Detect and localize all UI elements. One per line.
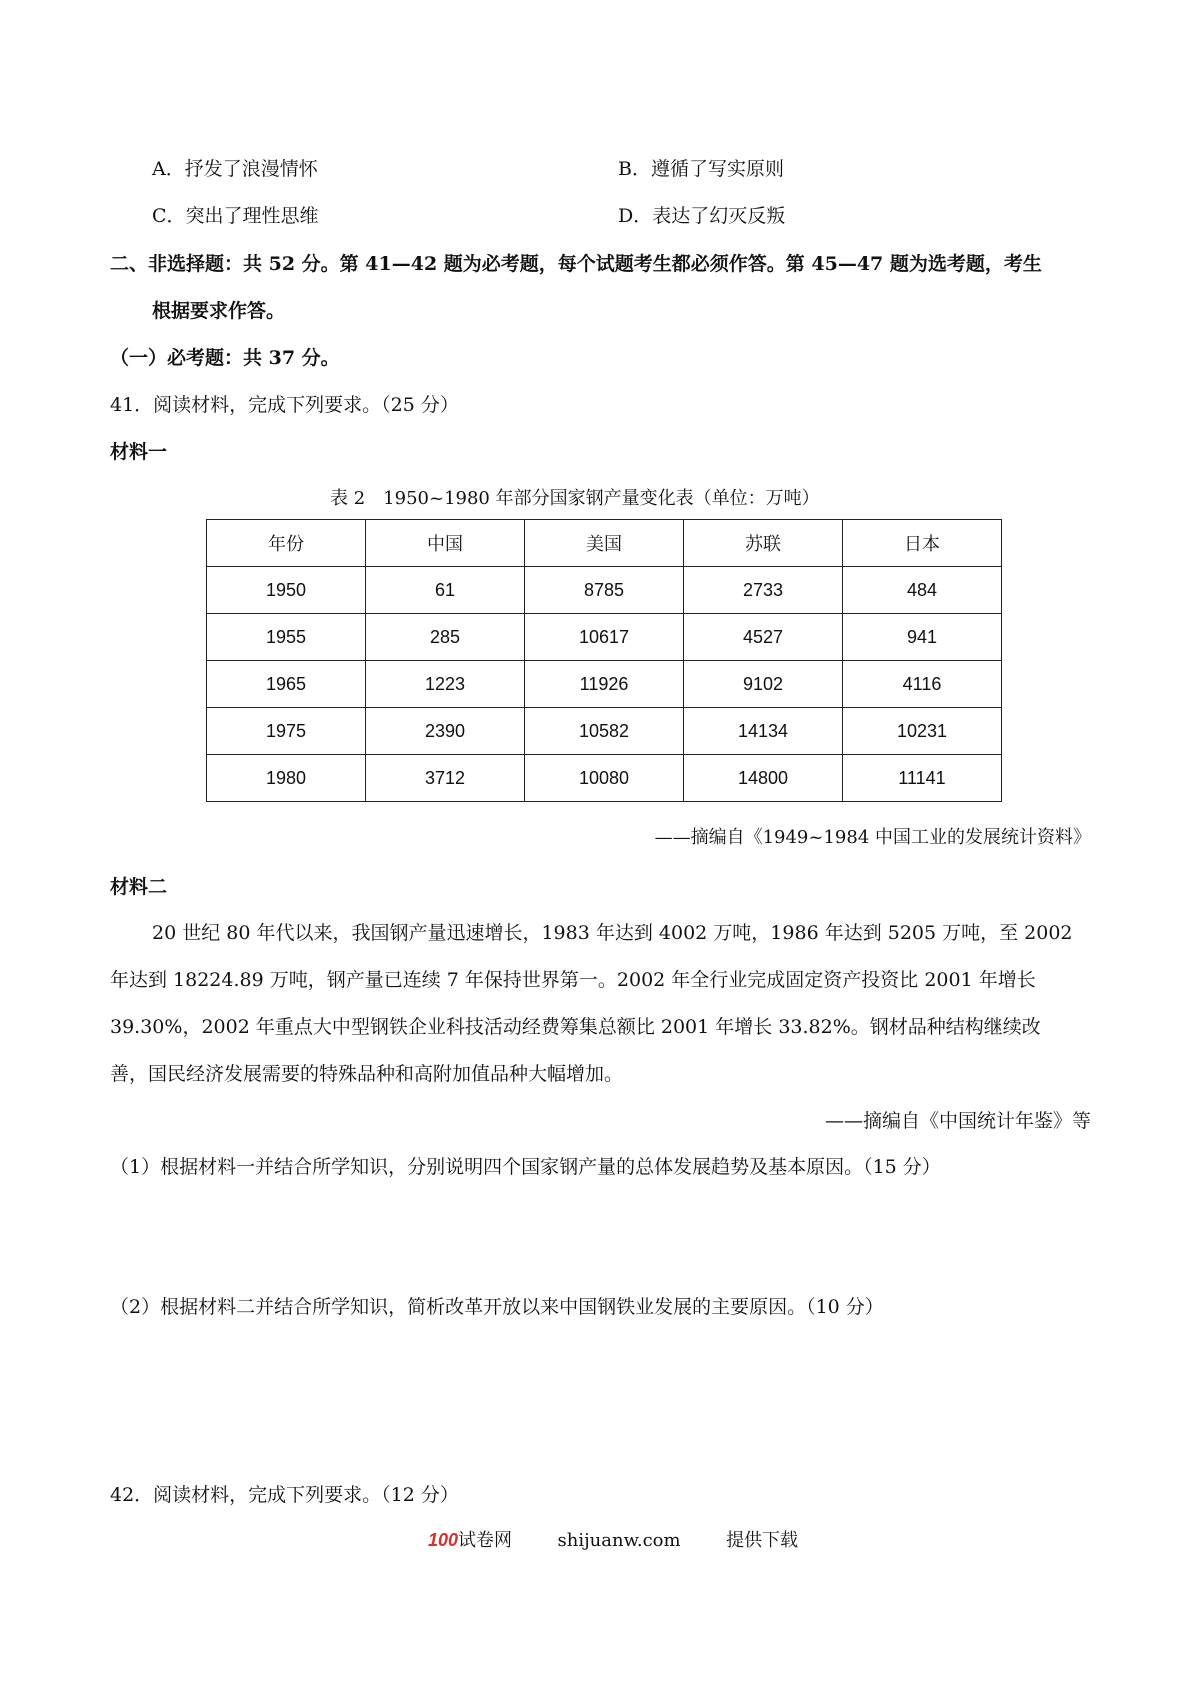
option-b: B．遵循了写实原则 <box>618 158 784 180</box>
paragraph-line: 39.30%，2002 年重点大中型钢铁企业科技活动经费筹集总额比 2001 年增长 33.82%。钢材品种结构继续改 <box>110 1016 1041 1038</box>
option-a: A．抒发了浪漫情怀 <box>152 158 318 180</box>
site-logo: 100 <box>428 1530 459 1550</box>
table-cell: 11141 <box>843 755 1002 802</box>
table-header-cell: 年份 <box>207 520 366 567</box>
table-cell: 484 <box>843 567 1002 614</box>
table-row <box>207 614 1002 661</box>
table-cell: 4527 <box>684 614 843 661</box>
table-row <box>207 755 1002 802</box>
section2-heading-line2: 根据要求作答。 <box>152 300 286 322</box>
table-header-cell: 美国 <box>525 520 684 567</box>
table-cell: 10080 <box>525 755 684 802</box>
question-42-title: 42．阅读材料，完成下列要求。（12 分） <box>110 1484 459 1506</box>
table-cell: 1955 <box>207 614 366 661</box>
table-cell: 2390 <box>366 708 525 755</box>
table-cell: 61 <box>366 567 525 614</box>
paragraph-line: 善，国民经济发展需要的特殊品种和高附加值品种大幅增加。 <box>110 1063 624 1085</box>
table-cell: 2733 <box>684 567 843 614</box>
sub-question-2: （2）根据材料二并结合所学知识，简析改革开放以来中国钢铁业发展的主要原因。（10 分） <box>110 1296 884 1318</box>
table-cell: 10617 <box>525 614 684 661</box>
footer-download-text: 提供下载 <box>726 1530 799 1551</box>
option-d: D．表达了幻灭反叛 <box>618 205 786 227</box>
source-citation-1: ——摘编自《1949~1984 中国工业的发展统计资料》 <box>654 827 1091 848</box>
table-cell: 941 <box>843 614 1002 661</box>
table-header-cell: 日本 <box>843 520 1002 567</box>
option-c: C．突出了理性思维 <box>152 205 319 227</box>
paragraph-line: 20 世纪 80 年代以来，我国钢产量迅速增长，1983 年达到 4002 万吨，1986 年达到 5205 万吨，至 2002 <box>152 922 1073 944</box>
table-cell: 1980 <box>207 755 366 802</box>
table-cell: 3712 <box>366 755 525 802</box>
source-citation-2: ——摘编自《中国统计年鉴》等 <box>824 1110 1091 1132</box>
table-header-row <box>207 520 1002 567</box>
table-cell: 14134 <box>684 708 843 755</box>
table-cell: 1975 <box>207 708 366 755</box>
footer-site-name: 试卷网 <box>458 1530 513 1551</box>
paragraph-line: 年达到 18224.89 万吨，钢产量已连续 7 年保持世界第一。2002 年全行业完成固定资产投资比 2001 年增长 <box>110 969 1036 991</box>
table-row <box>207 567 1002 614</box>
table-cell: 1965 <box>207 661 366 708</box>
table-cell: 4116 <box>843 661 1002 708</box>
section2-heading-line1: 二、非选择题：共 52 分。第 41—42 题为必考题，每个试题考生都必须作答。第 45—47 题为选考题，考生 <box>110 253 1042 275</box>
required-section-heading: （一）必考题：共 37 分。 <box>110 347 340 369</box>
footer <box>428 1526 798 1552</box>
sub-question-1: （1）根据材料一并结合所学知识，分别说明四个国家钢产量的总体发展趋势及基本原因。（15 分） <box>110 1156 941 1178</box>
material-2-label: 材料二 <box>110 876 168 898</box>
table-cell: 9102 <box>684 661 843 708</box>
table-cell: 11926 <box>525 661 684 708</box>
table-cell: 14800 <box>684 755 843 802</box>
table-caption: 表 2 1950~1980 年部分国家钢产量变化表（单位：万吨） <box>330 488 820 509</box>
table-cell: 10231 <box>843 708 1002 755</box>
material-1-label: 材料一 <box>110 441 168 463</box>
table-cell: 10582 <box>525 708 684 755</box>
footer-url[interactable]: shijuanw.com <box>557 1530 681 1551</box>
table-row <box>207 708 1002 755</box>
steel-production-table <box>206 519 1002 802</box>
table-cell: 8785 <box>525 567 684 614</box>
table-header-cell: 中国 <box>366 520 525 567</box>
table-row <box>207 661 1002 708</box>
table-cell: 285 <box>366 614 525 661</box>
table-cell: 1950 <box>207 567 366 614</box>
table-cell: 1223 <box>366 661 525 708</box>
table-header-cell: 苏联 <box>684 520 843 567</box>
question-41-title: 41．阅读材料，完成下列要求。（25 分） <box>110 394 459 416</box>
